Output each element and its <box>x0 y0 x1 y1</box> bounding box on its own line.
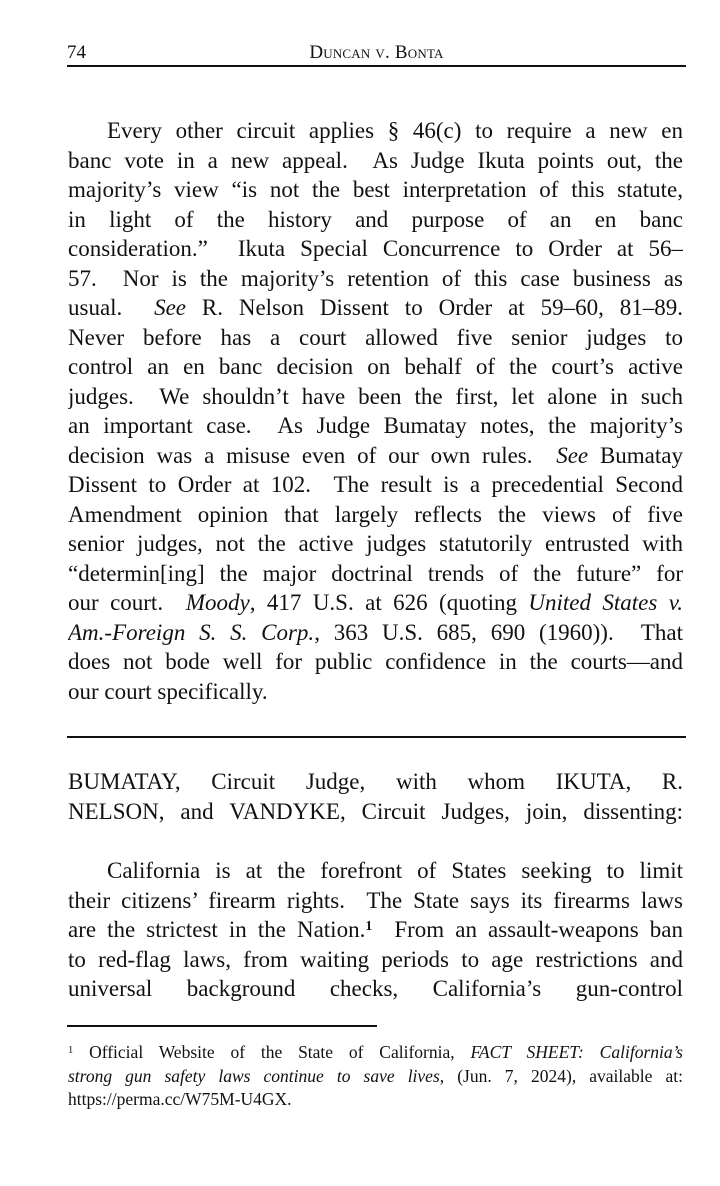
text-line: our court. Moody, 417 U.S. at 626 (quoting United States v. <box>68 590 683 615</box>
text-line: are the strictest in the Nation.$^1$ From an assault-weapons ban <box>68 917 683 942</box>
text-line: does not bode well for public confidence in the courts—and <box>68 649 683 674</box>
dissent-heading <box>68 767 683 826</box>
text-line: an important case. As Judge Bumatay notes, the majority’s <box>68 413 683 438</box>
text-line: $^1$ Official Website of the State of California, FACT SHEET: California’s <box>68 1042 683 1062</box>
footnote-1 <box>68 1041 683 1112</box>
text-line: banc vote in a new appeal. As Judge Ikuta points out, the <box>68 147 683 173</box>
text-line: https://perma.cc/W75M-U4GX. <box>68 1089 292 1109</box>
text-line: to red-flag laws, from waiting periods to age restrictions and <box>68 946 683 972</box>
text-line: BUMATAY, Circuit Judge, with whom IKUTA, R. <box>68 769 683 794</box>
text-line: majority’s view “is not the best interpretation of this statute, <box>68 177 683 202</box>
concurrence-paragraph <box>68 116 683 706</box>
dissent-paragraph <box>68 856 683 1004</box>
text-line: our court specifically. <box>68 678 268 704</box>
text-line: strong gun safety laws continue to save lives, (Jun. 7, 2024), available at: <box>68 1065 683 1086</box>
page-number: 74 <box>67 42 86 63</box>
text-line: consideration.” Ikuta Special Concurrence to Order at 56– <box>68 236 683 261</box>
header-rule <box>67 65 686 67</box>
text-line: Every other circuit applies § 46(c) to require a new en <box>107 118 683 143</box>
footnote-separator <box>67 1025 377 1027</box>
text-line: in light of the history and purpose of an en banc <box>68 206 683 232</box>
footnote-marker: 1 <box>365 918 373 934</box>
text-line: decision was a misuse even of our own rules. See Bumatay <box>68 442 683 468</box>
text-line: 57. Nor is the majority’s retention of this case business as <box>68 265 683 291</box>
text-line: senior judges, not the active judges statutorily entrusted with <box>68 531 683 556</box>
text-line: control an en banc decision on behalf of the court’s active <box>68 354 683 379</box>
text-line: Amendment opinion that largely reflects the views of five <box>68 501 683 527</box>
text-line: “determin[ing] the major doctrinal trends of the future” for <box>68 560 683 586</box>
text-line: judges. We shouldn’t have been the first, let alone in such <box>68 383 683 409</box>
text-line: usual. See R. Nelson Dissent to Order at 59–60, 81–89. <box>68 295 683 320</box>
running-title: Duncan v. Bonta <box>309 42 444 63</box>
text-line: Am.-Foreign S. S. Corp., 363 U.S. 685, 690 (1960)). That <box>68 619 683 645</box>
footnote-marker: 1 <box>68 1044 74 1056</box>
section-divider <box>67 736 686 738</box>
text-line: their citizens’ firearm rights. The State says its firearms laws <box>68 887 683 913</box>
text-line: universal background checks, California’s gun-control <box>68 976 683 1001</box>
text-line: California is at the forefront of States seeking to limit <box>107 858 683 883</box>
text-line: Never before has a court allowed five senior judges to <box>68 324 683 350</box>
text-line: Dissent to Order at 102. The result is a precedential Second <box>68 472 683 497</box>
page-header <box>67 38 686 66</box>
text-line: NELSON, and VANDYKE, Circuit Judges, join, dissenting: <box>68 798 683 824</box>
